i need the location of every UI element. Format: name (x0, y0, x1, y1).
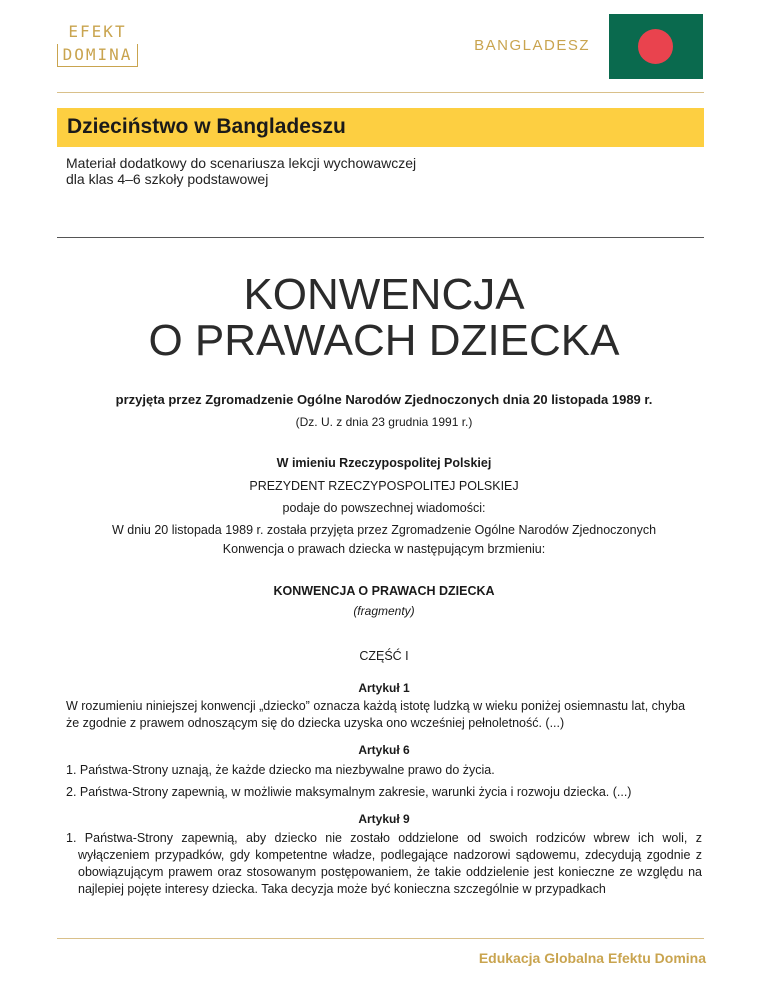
article-1-line-1: W rozumieniu niniejszej konwencji „dziecko” oznacza każdą istotę ludzką w wieku poniżej osiemnastu lat, chyba (66, 699, 686, 713)
part-heading: CZĘŚĆ I (359, 649, 409, 663)
article-9-title: Artykuł 9 (358, 812, 410, 826)
title-line-2: O PRAWACH DZIECKA (148, 316, 620, 365)
subtitle-line-2: dla klas 4–6 szkoły podstawowej (66, 171, 269, 187)
adopted-line: przyjęta przez Zgromadzenie Ogólne Narodów Zjednoczonych dnia 20 listopada 1989 r. (115, 392, 653, 407)
logo-line-2: DOMINA (62, 45, 133, 64)
section-divider (57, 237, 704, 238)
header-divider (57, 92, 704, 93)
efekt-domina-logo (55, 20, 140, 72)
journal-reference: (Dz. U. z dnia 23 grudnia 1991 r.) (295, 415, 473, 429)
title-line-1: KONWENCJA (243, 270, 525, 319)
convention-heading: KONWENCJA O PRAWACH DZIECKA (273, 584, 495, 598)
footer-text: Edukacja Globalna Efektu Domina (478, 950, 706, 966)
announces-line: podaje do powszechnej wiadomości: (282, 501, 486, 515)
intro-line-2: Konwencja o prawach dziecka w następującym brzmieniu: (222, 542, 546, 556)
article-1-line-2: że zgodnie z prawem odnoszącym się do dziecka uzyska ono wcześniej pełnoletność. (...) (66, 716, 565, 730)
fragments-note: (fragmenty) (353, 604, 415, 618)
intro-line-1: W dniu 20 listopada 1989 r. została przyjęta przez Zgromadzenie Ogólne Narodów Zjednoczonych (111, 523, 657, 537)
article-6-item-1: 1. Państwa-Strony uznają, że każde dziecko ma niezbywalne prawo do życia. (66, 763, 495, 777)
footer-divider (57, 938, 704, 939)
subtitle (66, 155, 666, 187)
article-6-title: Artykuł 6 (358, 743, 410, 757)
article-1-title: Artykuł 1 (358, 681, 410, 695)
country-label: BANGLADESZ (474, 37, 590, 54)
banner-title: Dzieciństwo w Bangladeszu (67, 115, 346, 138)
in-name-heading: W imieniu Rzeczypospolitej Polskiej (276, 456, 492, 470)
logo-line-1: EFEKT (68, 22, 127, 41)
title-banner (57, 108, 704, 147)
flag-red-disc (638, 29, 673, 64)
article-6-item-2: 2. Państwa-Strony zapewnią, w możliwie maksymalnym zakresie, warunki życia i rozwoju dziecka. (...) (66, 785, 632, 799)
article-9-item-1: 1. Państwa-Strony zapewnią, aby dziecko nie zostało oddzielone od swoich rodziców wbrew ich woli, z wyłączeniem przypadków, gdy kompetentne władze, podlegające nadzorowi sądowemu, zdecydują zgodnie z obowiązującym prawem oraz stosowanym postępowaniem, że takie oddzielenie jest konieczne ze względu na najlepiej pojęte interesy dziecka. Taka decyzja może być konieczna szczególnie w przypadkach (66, 831, 702, 896)
document-title (0, 272, 768, 364)
bangladesh-flag-icon (609, 14, 703, 79)
article-1-text (66, 698, 702, 732)
subtitle-line-1: Materiał dodatkowy do scenariusza lekcji wychowawczej (66, 155, 417, 171)
president-line: PREZYDENT RZECZYPOSPOLITEJ POLSKIEJ (249, 479, 519, 493)
